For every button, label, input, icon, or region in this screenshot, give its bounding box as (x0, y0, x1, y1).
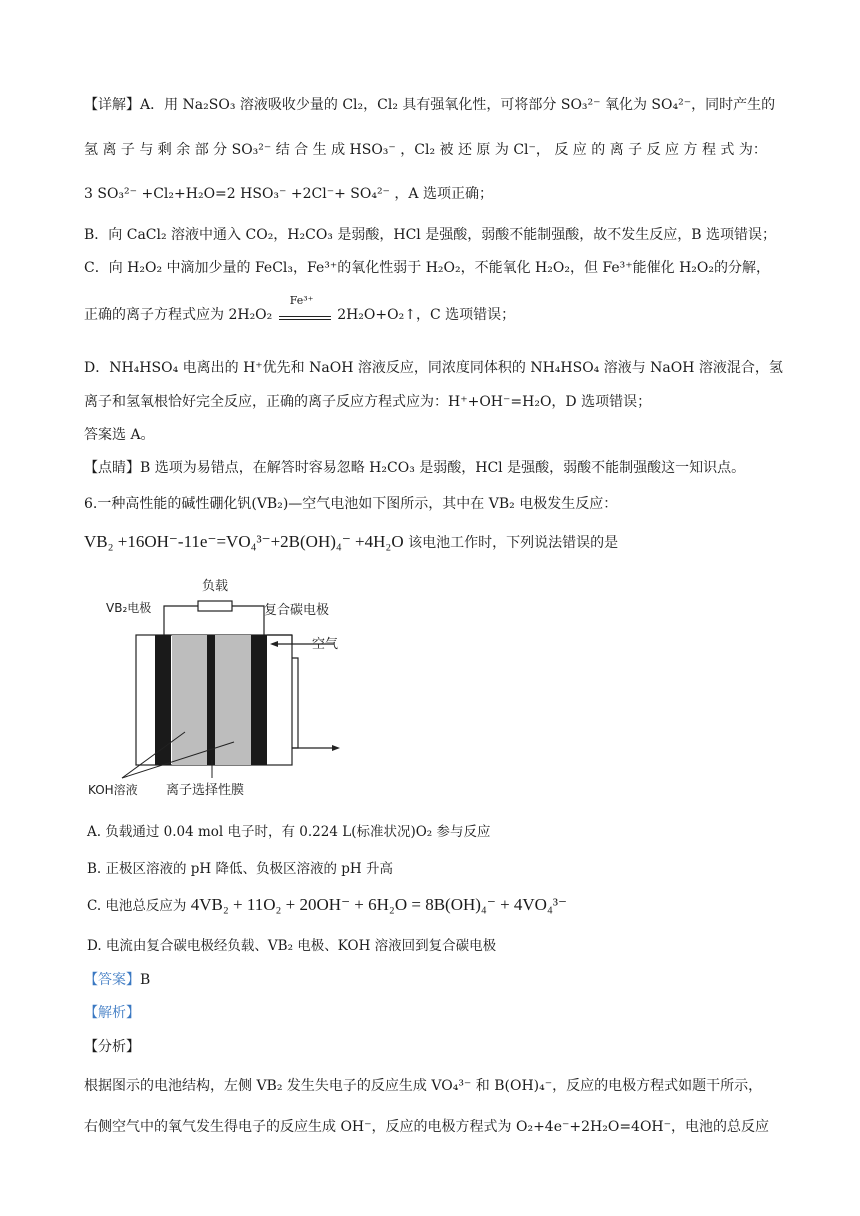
catalyst-equals-sign (277, 294, 333, 325)
option-c-equation: 4VB₂ + 11O₂ + 20OH⁻ + 6H₂O = 8B(OH)₄⁻ + 4VO₄³⁻ (190, 895, 567, 914)
ion-selective-membrane (207, 635, 215, 765)
vb2-electrode-label: VB₂电极 (106, 601, 152, 615)
tip-line: 【点睛】B 选项为易错点，在解答时容易忽略 H₂CO₃ 是弱酸，HCl 是强酸，弱酸不能制强酸这一知识点。 (84, 460, 746, 476)
fenxi-line-1: 根据图示的电池结构，左侧 VB₂ 发生失电子的反应生成 VO₄³⁻ 和 B(OH)₄⁻，反应的电极方程式如题干所示， (84, 1078, 763, 1094)
koh-solution-left (172, 635, 207, 765)
detail-line-2: 氢 离 子 与 剩 余 部 分 SO₃²⁻ 结 合 生 成 HSO₃⁻ ，Cl₂ 被 还 原 为 Cl⁻， 反 应 的 离 子 反 应 方 程 式 为： (84, 142, 767, 158)
detail-option-c-2 (84, 294, 778, 325)
detail-answer: 答案选 A。 (84, 427, 155, 443)
answer-label: 【答案】 (84, 972, 140, 988)
right-wire (232, 606, 264, 635)
detail-line-1: 【详解】A．用 Na₂SO₃ 溶液吸收少量的 Cl₂，Cl₂ 具有强氧化性，可将部分 SO₃²⁻ 氧化为 SO₄²⁻，同时产生的 (84, 97, 776, 113)
option-d: D. 电流由复合碳电极经负载、VB₂ 电极、KOH 溶液回到复合碳电极 (87, 938, 497, 954)
fenxi-label: 【分析】 (84, 1039, 140, 1055)
detail-option-b: B．向 CaCl₂ 溶液中通入 CO₂，H₂CO₃ 是弱酸，HCl 是强酸，弱酸不能制强酸，故不发生反应，B 选项错误； (84, 227, 776, 243)
air-label: 空气 (312, 637, 339, 652)
detail-option-c-1: C．向 H₂O₂ 中滴加少量的 FeCl₃，Fe³⁺的氧化性弱于 H₂O₂，不能氧化 H₂O₂，但 Fe³⁺能催化 H₂O₂的分解， (84, 260, 771, 276)
catalyst-label: Fe³⁺ (289, 294, 314, 307)
option-c-prefix: C. 电池总反应为 (87, 898, 187, 914)
analysis-label: 【解析】 (84, 1005, 140, 1021)
fenxi-line-2: 右侧空气中的氧气发生得电子的反应生成 OH⁻，反应的电极方程式为 O₂+4e⁻+2H₂O=4OH⁻，电池的总反应 (84, 1119, 770, 1135)
option-a: A. 负载通过 0.04 mol 电子时，有 0.224 L(标准状况)O₂ 参与反应 (87, 824, 491, 840)
vb2-half-reaction: VB₂ +16OH⁻-11e⁻=VO₄³⁻+2B(OH)₄⁻ +4H₂O (84, 532, 404, 551)
carbon-electrode (251, 635, 267, 765)
left-wire (164, 606, 198, 635)
koh-label: KOH溶液 (88, 783, 138, 797)
answer-line (84, 970, 778, 990)
option-b: B. 正极区溶液的 pH 降低、负极区溶液的 pH 升高 (87, 861, 393, 877)
detail-c2-pre: 正确的离子方程式应为 2H₂O₂ (84, 307, 273, 323)
question-6-stem-2: 该电池工作时，下列说法错误的是 (408, 535, 619, 551)
detail-option-d-1: D．NH₄HSO₄ 电离出的 H⁺优先和 NaOH 溶液反应，同浓度同体积的 NH₄HSO₄ 溶液与 NaOH 溶液混合，氢 (84, 360, 783, 376)
question-6-reaction (84, 532, 778, 553)
koh-solution-right (215, 635, 251, 765)
membrane-label: 离子选择性膜 (166, 783, 245, 798)
battery-diagram (88, 572, 360, 804)
carbon-electrode-label: 复合碳电极 (264, 603, 330, 618)
option-c (87, 895, 781, 916)
question-6-stem: 6.一种高性能的碱性硼化钒(VB₂)—空气电池如下图所示，其中在 VB₂ 电极发生反应： (84, 496, 618, 512)
load-resistor (198, 601, 232, 611)
detail-c2-post: 2H₂O+O₂↑，C 选项错误； (337, 307, 516, 323)
load-label: 负载 (202, 579, 229, 594)
detail-option-d-2: 离子和氢氧根恰好完全反应，正确的离子反应方程式应为：H⁺+OH⁻=H₂O，D 选项错误； (84, 394, 652, 410)
answer-value: B (140, 972, 151, 988)
vb2-electrode (155, 635, 171, 765)
air-channel (292, 658, 298, 748)
detail-line-3: 3 SO₃²⁻ +Cl₂+H₂O=2 HSO₃⁻ +2Cl⁻+ SO₄²⁻ ，A 选项正确； (84, 186, 493, 202)
